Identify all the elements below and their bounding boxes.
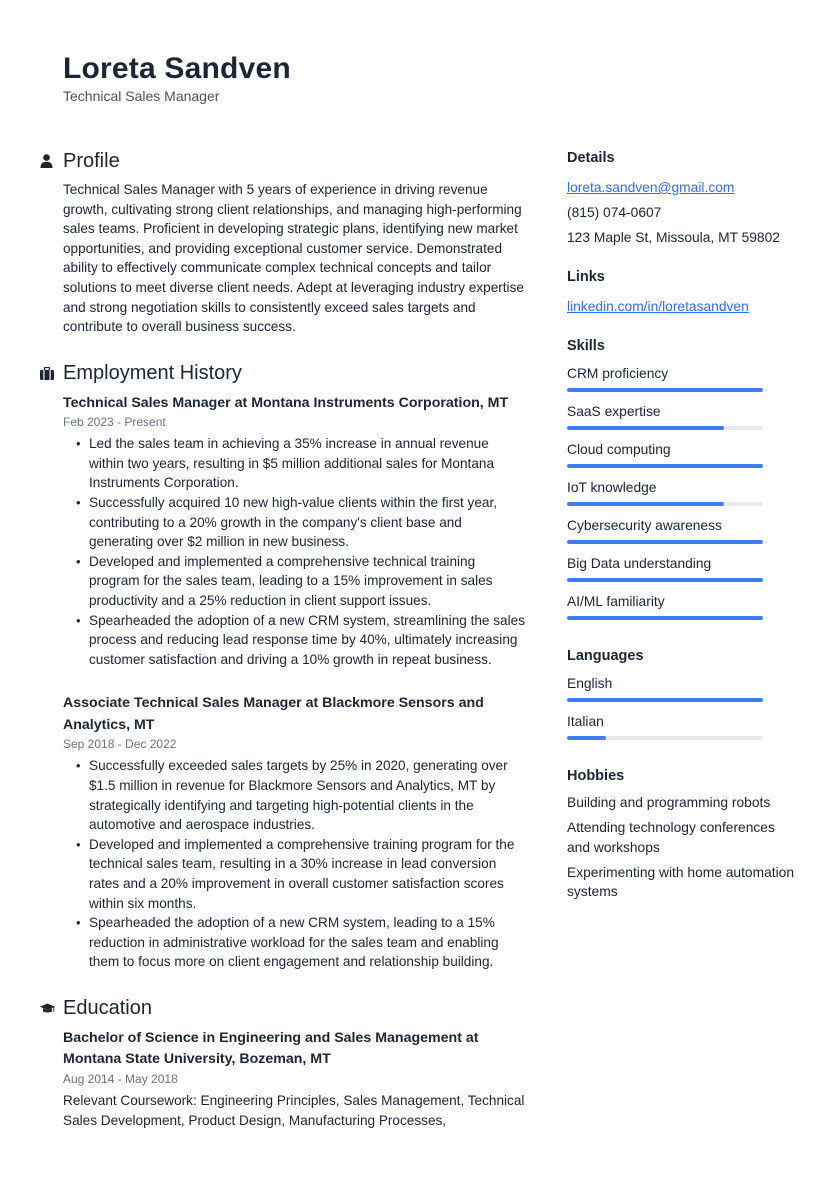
details-block bbox=[567, 148, 797, 250]
phone: (815) 074-0607 bbox=[567, 205, 662, 220]
education-description: Relevant Coursework: Engineering Principles, Sales Management, Technical Sales Development, Product Design, Manufacturing Processes, bbox=[63, 1092, 525, 1128]
hobby-item: Experimenting with home automation systems bbox=[567, 864, 795, 899]
skill-name: Big Data understanding bbox=[567, 556, 712, 571]
hobby-item: Attending technology conferences and workshops bbox=[567, 820, 775, 855]
skill-bar bbox=[567, 502, 763, 506]
job-bullet: • Developed and implemented a comprehensive training program for the technical sales team, resulting in a 30% increase in lead conversion rates and a 20% improvement in overall customer satisfaction scores within six months. bbox=[76, 835, 525, 913]
language-name: English bbox=[567, 676, 613, 691]
education-heading: Education bbox=[63, 997, 152, 1020]
skill-bar bbox=[567, 540, 763, 544]
skill-name: CRM proficiency bbox=[567, 366, 669, 381]
skill-item bbox=[567, 477, 797, 515]
links-heading: Links bbox=[567, 269, 605, 285]
language-bar bbox=[567, 698, 763, 702]
profile-heading: Profile bbox=[63, 149, 120, 172]
employment-list bbox=[63, 393, 525, 972]
education-section bbox=[40, 996, 525, 1130]
job-dates: Feb 2023 - Present bbox=[63, 415, 166, 430]
links-block bbox=[567, 267, 797, 319]
employment-item bbox=[63, 693, 525, 972]
skill-item bbox=[567, 553, 797, 591]
job-title: Technical Sales Manager at Montana Instruments Corporation, MT bbox=[63, 394, 509, 411]
skill-item bbox=[567, 363, 797, 401]
job-bullet: • Led the sales team in achieving a 35% increase in annual revenue within two years, resulting in $5 million additional sales for Montana Instruments Corporation. bbox=[76, 434, 525, 493]
job-dates: Sep 2018 - Dec 2022 bbox=[63, 737, 177, 752]
education-dates: Aug 2014 - May 2018 bbox=[63, 1071, 178, 1086]
candidate-title: Technical Sales Manager bbox=[63, 88, 220, 104]
skill-bar bbox=[567, 388, 763, 392]
skill-name: AI/ML familiarity bbox=[567, 594, 665, 609]
linkedin-link[interactable]: linkedin.com/in/loretasandven bbox=[567, 299, 749, 314]
skill-name: SaaS expertise bbox=[567, 404, 661, 419]
job-bullet: • Developed and implemented a comprehensive technical training program for the sales team, leading to a 15% improvement in sales productivity and a 25% reduction in client support issues. bbox=[76, 552, 525, 611]
profile-summary: Technical Sales Manager with 5 years of experience in driving revenue growth, cultivating strong client relationships, and managing high-performing sales teams. Proficient in developing strategic plans, identifying new market opportunities, and providing exceptional customer service. Demonstrated ability to effectively communicate complex technical concepts and tailor solutions to meet diverse client needs. Adept at leveraging industry expertise and strong negotiation skills to consistently exceed sales targets and contribute to overall business success. bbox=[63, 182, 524, 335]
skill-bar bbox=[567, 426, 763, 430]
job-bullet: • Spearheaded the adoption of a new CRM system, streamlining the sales process and reducing lead response time by 40%, ultimately increasing customer satisfaction and driving a 10% growth in repeat business. bbox=[76, 611, 525, 670]
main-column bbox=[40, 148, 525, 1130]
job-bullet: • Successfully acquired 10 new high-value clients within the first year, contributing to a 20% growth in the company's client base and generating over $2 million in new business. bbox=[76, 493, 525, 552]
candidate-name: Loreta Sandven bbox=[63, 52, 291, 85]
email-link[interactable]: loreta.sandven@gmail.com bbox=[567, 180, 735, 195]
skill-item bbox=[567, 591, 797, 629]
skills-block bbox=[567, 336, 797, 629]
language-name: Italian bbox=[567, 714, 604, 729]
hobbies-block bbox=[567, 766, 797, 902]
education-item bbox=[63, 1028, 525, 1130]
person-icon bbox=[40, 154, 63, 168]
language-item bbox=[567, 711, 797, 749]
employment-section bbox=[40, 361, 525, 972]
skill-name: IoT knowledge bbox=[567, 480, 657, 495]
skill-bar bbox=[567, 464, 763, 468]
languages-heading: Languages bbox=[567, 648, 644, 664]
hobbies-heading: Hobbies bbox=[567, 768, 625, 784]
address: 123 Maple St, Missoula, MT 59802 bbox=[567, 230, 780, 245]
skill-item bbox=[567, 439, 797, 477]
degree-title: Bachelor of Science in Engineering and Sales Management at Montana State University, Bozeman, MT bbox=[63, 1029, 479, 1068]
languages-block bbox=[567, 646, 797, 749]
skill-name: Cybersecurity awareness bbox=[567, 518, 722, 533]
details-heading: Details bbox=[567, 150, 615, 166]
employment-item bbox=[63, 393, 525, 670]
skills-heading: Skills bbox=[567, 338, 605, 354]
sidebar bbox=[567, 148, 797, 919]
profile-section bbox=[40, 148, 525, 337]
job-title: Associate Technical Sales Manager at Blackmore Sensors and Analytics, MT bbox=[63, 695, 484, 733]
skill-bar bbox=[567, 578, 763, 582]
hobby-item: Building and programming robots bbox=[567, 795, 771, 810]
skill-item bbox=[567, 515, 797, 553]
skill-item bbox=[567, 401, 797, 439]
skill-bar bbox=[567, 616, 763, 620]
language-item bbox=[567, 673, 797, 711]
language-bar bbox=[567, 736, 763, 740]
job-bullet: • Successfully exceeded sales targets by 25% in 2020, generating over $1.5 million in revenue for Blackmore Sensors and Analytics, MT by strategically identifying and targeting high-potential clients in the automotive and aerospace industries. bbox=[76, 756, 525, 834]
graduation-cap-icon bbox=[40, 1003, 63, 1014]
skill-name: Cloud computing bbox=[567, 442, 671, 457]
job-bullet: • Spearheaded the adoption of a new CRM system, leading to a 15% reduction in administrative workload for the sales team and enabling them to focus more on client engagement and relationship building. bbox=[76, 913, 525, 972]
employment-heading: Employment History bbox=[63, 362, 242, 385]
briefcase-icon bbox=[40, 367, 63, 380]
